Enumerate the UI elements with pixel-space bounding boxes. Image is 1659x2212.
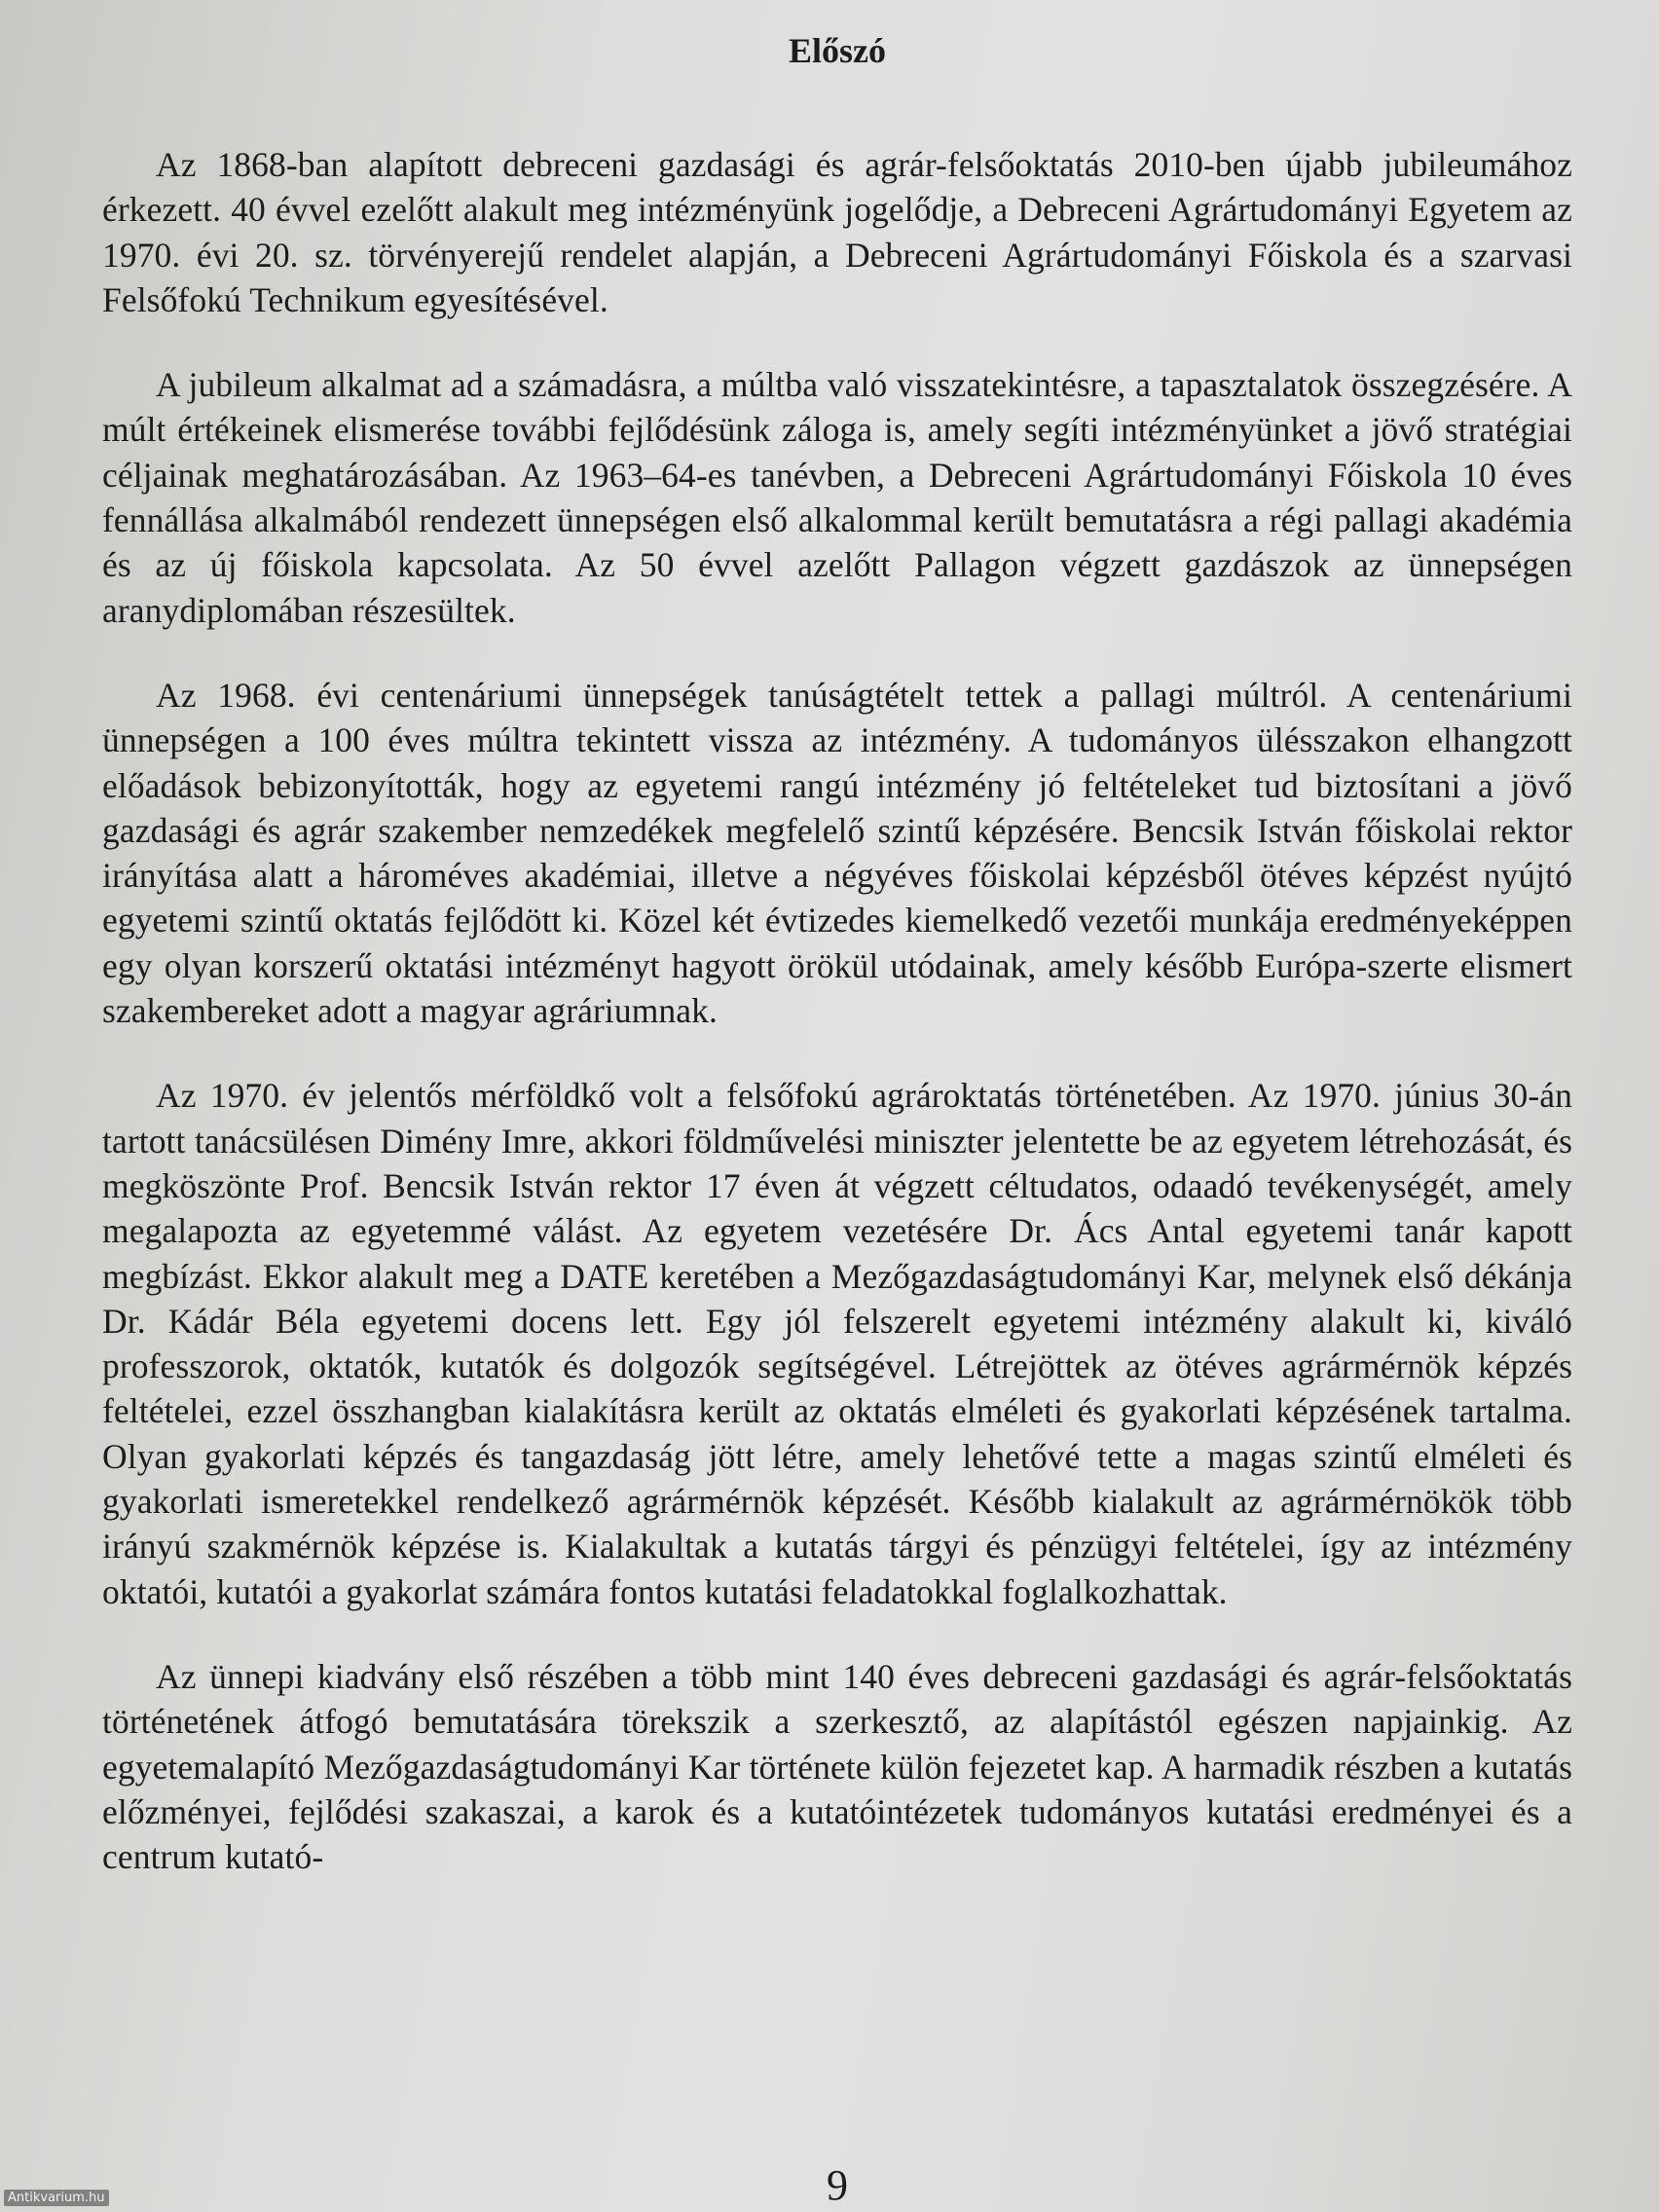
paragraph-5: Az ünnepi kiadvány első részében a több mint 140 éves debreceni gazdasági és agrár-felsőoktatás történetének átfogó bemutatására törekszik a szerkesztő, az alapítástól egészen napjainkig. Az egyetemalapító Mezőgazdaságtudományi Kar története külön fejezetet kap. A harmadik részben a kutatás előzményei, fejlődési szakaszai, a karok és a kutatóintézetek tudományos kutatási eredményei és a centrum kutató- <box>102 1656 1572 1877</box>
page-number: 9 <box>827 2161 848 2209</box>
watermark-label: Antikvarium.hu <box>4 2190 109 2206</box>
book-page <box>102 0 1572 2212</box>
page-title: Előszó <box>788 31 886 70</box>
page-body <box>102 142 1572 1919</box>
paragraph-2: A jubileum alkalmat ad a számadásra, a múltba való visszatekintésre, a tapasztalatok összegzésére. A múlt értékeinek elismerése további fejlődésünk záloga is, amely segíti intézményünket a jövő stratégiai céljainak meghatározásában. Az 1963–64-es tanévben, a Debreceni Agrártudományi Főiskola 10 éves fennállása alkalmából rendezett ünnepségen első alkalommal került bemutatásra a régi pallagi akadémia és az új főiskola kapcsolata. Az 50 évvel azelőtt Pallagon végzett gazdászok az ünnepségen aranydiplomában részesültek. <box>102 365 1572 630</box>
paragraph-1: Az 1868-ban alapított debreceni gazdasági és agrár-felsőoktatás 2010-ben újabb jubileumához érkezett. 40 évvel ezelőtt alakult meg intézményünk jogelődje, a Debreceni Agrártudományi Egyetem az 1970. évi 20. sz. törvényerejű rendelet alapján, a Debreceni Agrártudományi Főiskola és a szarvasi Felsőfokú Technikum egyesítésével. <box>102 145 1572 319</box>
paragraph-4: Az 1970. év jelentős mérföldkő volt a felsőfokú agrároktatás történetében. Az 1970. június 30-án tartott tanácsülésen Dimény Imre, akkori földművelési miniszter jelentette be az egyetem létrehozását, és megköszönte Prof. Bencsik István rektor 17 éven át végzett céltudatos, odaadó tevékenységét, amely megalapozta az egyetemmé válást. Az egyetem vezetésére Dr. Ács Antal egyetemi tanár kapott megbízást. Ekkor alakult meg a DATE keretében a Mezőgazdaságtudományi Kar, melynek első dékánja Dr. Kádár Béla egyetemi docens lett. Egy jól felszerelt egyetemi intézmény alakult ki, kiváló professzorok, oktatók, kutatók és dolgozók segítségével. Létrejöttek az ötéves agrármérnök képzés feltételei, ezzel összhangban kialakításra került az oktatás elméleti és gyakorlati képzésének tartalma. Olyan gyakorlati képzés és tangazdaság jött létre, amely lehetővé tette a magas szintű elméleti és gyakorlati ismeretekkel rendelkező agrármérnök képzését. Később kialakult az agrármérnökök több irányú szakmérnök képzése is. Kialakultak a kutatás tárgyi és pénzügyi feltételei, így az intézmény oktatói, kutatói a gyakorlat számára fontos kutatási feladatokkal foglalkozhattak. <box>102 1076 1572 1611</box>
paragraph-3: Az 1968. évi centenáriumi ünnepségek tanúságtételt tettek a pallagi múltról. A centenáriumi ünnepségen a 100 éves múltra tekintett vissza az intézmény. A tudományos ülésszakon elhangzott előadások bebizonyították, hogy az egyetemi rangú intézmény jó feltételeket tud biztosítani a jövő gazdasági és agrár szakember nemzedékek megfelelő szintű képzésére. Bencsik István főiskolai rektor irányítása alatt a hároméves akadémiai, illetve a négyéves főiskolai képzésből ötéves képzést nyújtó egyetemi szintű oktatás fejlődött ki. Közel két évtizedes kiemelkedő vezetői munkája eredményeképpen egy olyan korszerű oktatási intézményt hagyott örökül utódainak, amely később Európa-szerte elismert szakembereket adott a magyar agráriumnak. <box>102 675 1572 1031</box>
